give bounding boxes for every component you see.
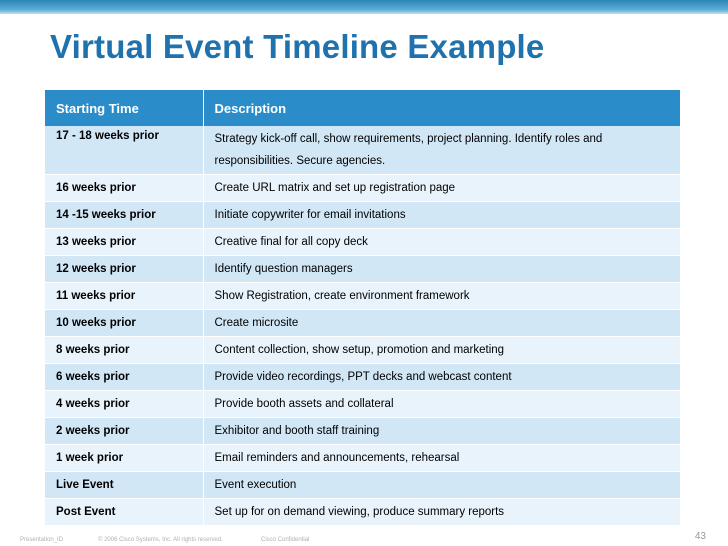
row-starting-time: 2 weeks prior [45, 418, 203, 445]
table-row [45, 256, 680, 283]
row-starting-time: Live Event [45, 472, 203, 499]
row-starting-time: 8 weeks prior [45, 337, 203, 364]
table-row [45, 283, 680, 310]
row-description: Show Registration, create environment framework [203, 283, 680, 310]
timeline-table [45, 90, 681, 526]
table-row [45, 499, 680, 526]
table-row [45, 472, 680, 499]
row-description: Set up for on demand viewing, produce summary reports [203, 499, 680, 526]
row-starting-time: 10 weeks prior [45, 310, 203, 337]
row-description: Provide booth assets and collateral [203, 391, 680, 418]
row-description: Email reminders and announcements, rehearsal [203, 445, 680, 472]
table-row [45, 229, 680, 256]
table-row [45, 175, 680, 202]
table-row [45, 337, 680, 364]
row-starting-time: 11 weeks prior [45, 283, 203, 310]
row-description: Exhibitor and booth staff training [203, 418, 680, 445]
row-description: Strategy kick-off call, show requirements, project planning. Identify roles and responsibilities. Secure agencies. [203, 126, 680, 175]
row-starting-time: 13 weeks prior [45, 229, 203, 256]
row-description: Provide video recordings, PPT decks and webcast content [203, 364, 680, 391]
row-description: Identify question managers [203, 256, 680, 283]
row-starting-time: 14 -15 weeks prior [45, 202, 203, 229]
footer-presentation-id: Presentation_ID [20, 537, 64, 543]
header-description: Description [203, 90, 680, 126]
row-starting-time: 6 weeks prior [45, 364, 203, 391]
table-row [45, 126, 680, 175]
footer-confidential: Cisco Confidential [261, 537, 310, 543]
row-starting-time: 1 week prior [45, 445, 203, 472]
table-row [45, 202, 680, 229]
row-starting-time: 4 weeks prior [45, 391, 203, 418]
row-starting-time: 17 - 18 weeks prior [45, 126, 203, 175]
table-row [45, 364, 680, 391]
row-description: Content collection, show setup, promotion and marketing [203, 337, 680, 364]
table-row [45, 445, 680, 472]
row-description: Create microsite [203, 310, 680, 337]
row-starting-time: 16 weeks prior [45, 175, 203, 202]
table-row [45, 418, 680, 445]
header-starting-time: Starting Time [45, 90, 203, 126]
row-description: Initiate copywriter for email invitations [203, 202, 680, 229]
top-band [0, 0, 728, 14]
slide-title: Virtual Event Timeline Example [50, 28, 545, 65]
row-description: Creative final for all copy deck [203, 229, 680, 256]
table-row [45, 391, 680, 418]
table-row [45, 310, 680, 337]
table-header-row [45, 90, 680, 126]
row-starting-time: Post Event [45, 499, 203, 526]
row-description: Event execution [203, 472, 680, 499]
row-starting-time: 12 weeks prior [45, 256, 203, 283]
page-number: 43 [694, 531, 706, 542]
footer-bar [0, 526, 728, 546]
row-description: Create URL matrix and set up registration page [203, 175, 680, 202]
footer-copyright: © 2006 Cisco Systems, Inc. All rights reserved. [98, 537, 223, 543]
